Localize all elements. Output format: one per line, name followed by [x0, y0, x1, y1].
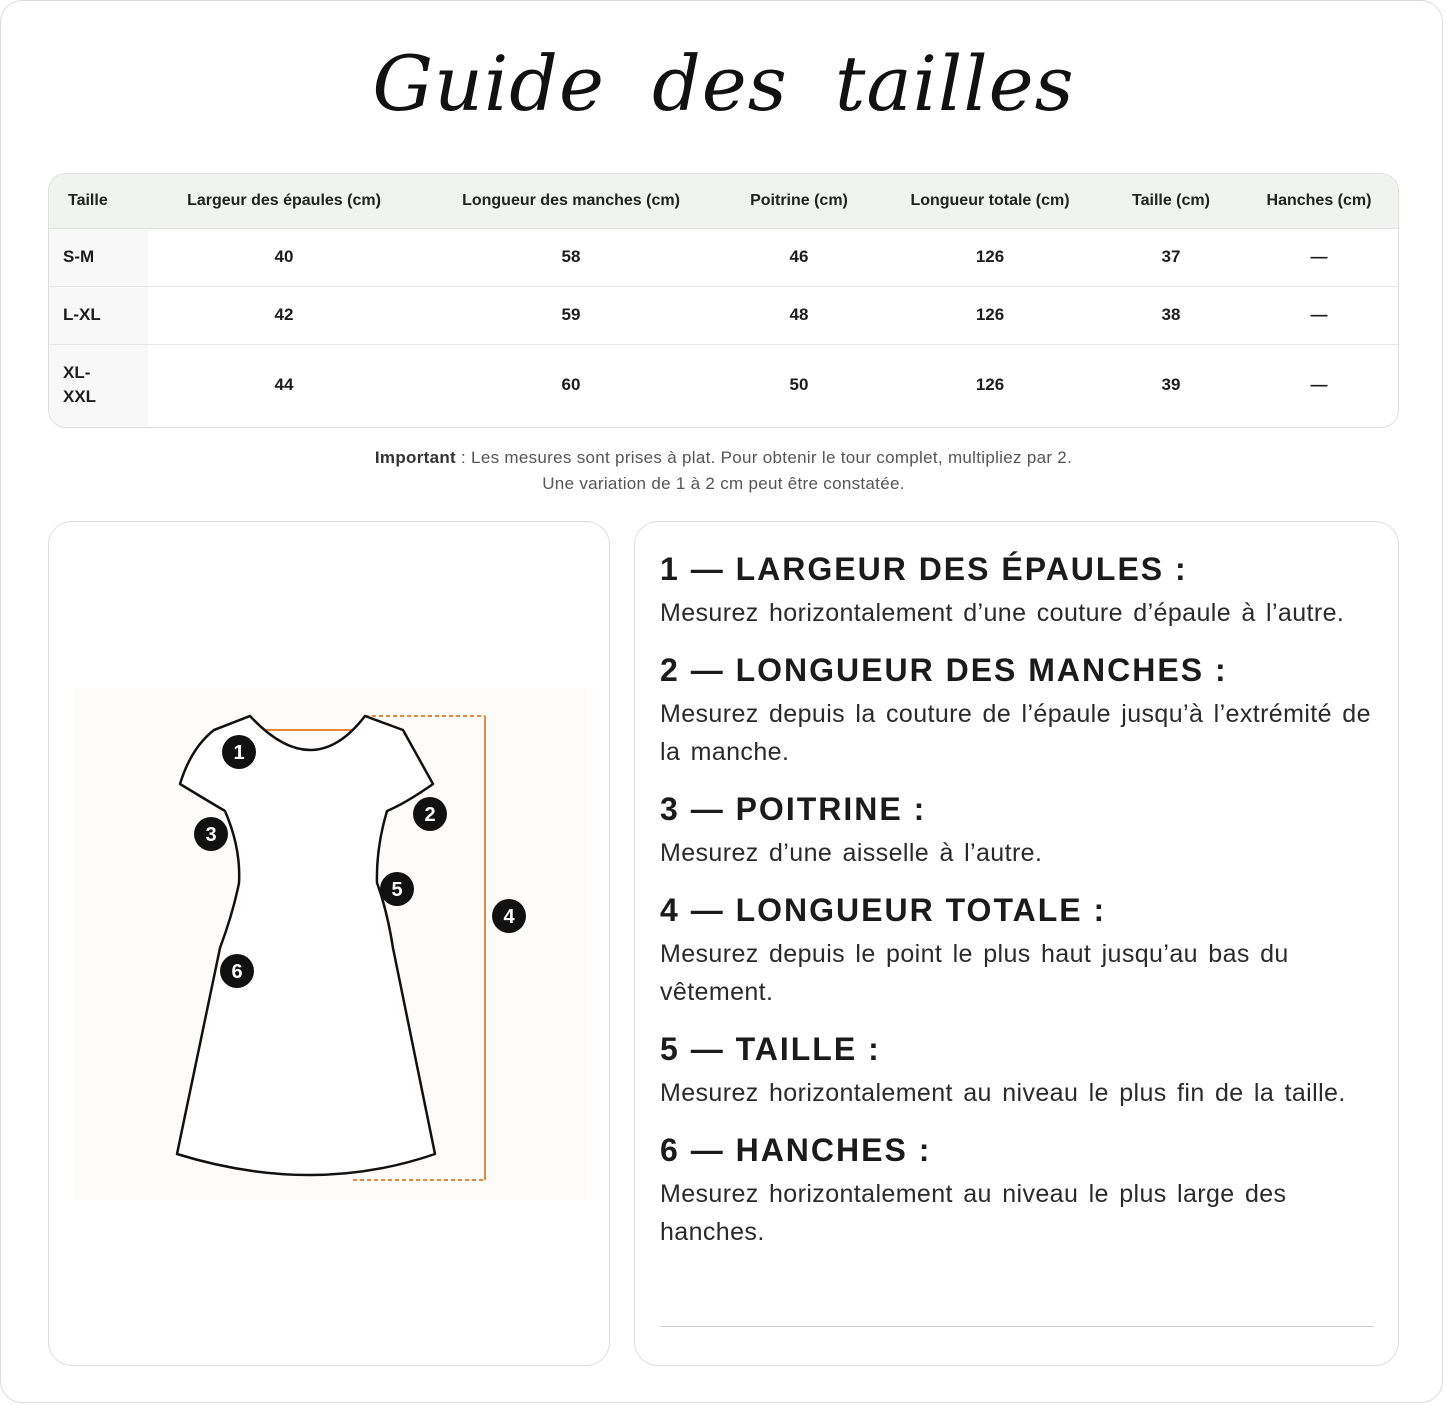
instruction-shoulder-width: [660, 548, 1375, 632]
header-size: Taille: [49, 174, 148, 228]
instruction-waist: [660, 1028, 1375, 1112]
instruction-heading: 5 — TAILLE :: [660, 1031, 881, 1067]
instruction-total-length: [660, 889, 1375, 1011]
table-cell: —: [1310, 375, 1328, 395]
header-total-length: Longueur totale (cm): [876, 174, 1104, 228]
instruction-sleeve-length: [660, 649, 1375, 771]
marker-1-label: 1: [233, 742, 245, 764]
table-cell: 37: [1104, 228, 1238, 286]
instruction-heading: 6 — HANCHES :: [660, 1132, 932, 1168]
note-text-1: : Les mesures sont prises à plat. Pour obtenir le tour complet, multipliez par 2.: [461, 448, 1073, 467]
marker-3: [194, 817, 228, 851]
header-sleeve-length: Longueur des manches (cm): [420, 174, 722, 228]
marker-5-label: 5: [391, 879, 403, 901]
header-waist: Taille (cm): [1104, 174, 1238, 228]
marker-4-label: 4: [503, 906, 515, 928]
marker-2-label: 2: [424, 804, 436, 826]
table-cell: 58: [420, 228, 722, 286]
instruction-heading: 1 — LARGEUR DES ÉPAULES :: [660, 551, 1188, 587]
header-chest: Poitrine (cm): [722, 174, 876, 228]
marker-6: [220, 954, 254, 988]
table-cell: 42: [148, 286, 420, 344]
size-table-card: [48, 173, 1399, 428]
table-cell: 59: [420, 286, 722, 344]
instruction-heading: 2 — LONGUEUR DES MANCHES :: [660, 652, 1228, 688]
instruction-chest: [660, 788, 1375, 872]
instruction-list: [660, 548, 1375, 1268]
instruction-heading: 4 — LONGUEUR TOTALE :: [660, 892, 1107, 928]
table-row: [49, 228, 1399, 286]
instruction-text: Mesurez depuis le point le plus haut jusqu’au bas du vêtement.: [660, 940, 1289, 1006]
dress-diagram: [73, 688, 587, 1200]
header-hips: Hanches (cm): [1238, 174, 1399, 228]
table-cell: —: [1238, 286, 1399, 344]
dress-diagram-card: [48, 521, 610, 1366]
table-cell: 40: [148, 228, 420, 286]
row-size-label: XL- XXL: [49, 344, 148, 426]
page-title: Guide des tailles: [372, 39, 1075, 128]
row-size-label: S-M: [49, 228, 148, 286]
table-cell: 46: [722, 228, 876, 286]
measurement-instructions-card: [634, 521, 1399, 1366]
marker-5: [380, 872, 414, 906]
table-cell: 48: [722, 286, 876, 344]
marker-1: [222, 735, 256, 769]
table-cell: 39: [1161, 375, 1181, 395]
instruction-text: Mesurez depuis la couture de l’épaule jusqu’à l’extrémité de la manche.: [660, 700, 1371, 766]
table-cell: —: [1238, 228, 1399, 286]
instruction-text: Mesurez horizontalement au niveau le plus fin de la taille.: [660, 1079, 1346, 1107]
measurement-note: [1, 445, 1445, 497]
table-row: [49, 286, 1399, 344]
size-table: [49, 174, 1399, 426]
header-shoulder-width: Largeur des épaules (cm): [148, 174, 420, 228]
table-cell: 126: [975, 375, 1005, 395]
table-cell: 44: [274, 375, 294, 395]
marker-4: [492, 899, 526, 933]
instruction-text: Mesurez horizontalement au niveau le plus large des hanches.: [660, 1180, 1287, 1246]
bottom-divider: [660, 1326, 1374, 1327]
instruction-hips: [660, 1129, 1375, 1251]
note-line-1: [1, 445, 1445, 471]
table-header-row: [49, 174, 1399, 228]
table-cell: 126: [876, 286, 1104, 344]
instruction-text: Mesurez d’une aisselle à l’autre.: [660, 839, 1043, 867]
table-cell: 126: [876, 228, 1104, 286]
marker-2: [413, 797, 447, 831]
table-row: [49, 344, 1399, 426]
marker-6-label: 6: [231, 961, 243, 983]
row-size-label: L-XL: [49, 286, 148, 344]
marker-3-label: 3: [205, 824, 217, 846]
instruction-text: Mesurez horizontalement d’une couture d’épaule à l’autre.: [660, 599, 1345, 627]
note-text-2: Une variation de 1 à 2 cm peut être constatée.: [542, 474, 905, 493]
table-cell: 50: [789, 375, 809, 395]
note-label: Important: [374, 448, 456, 467]
instruction-heading: 3 — POITRINE :: [660, 791, 927, 827]
table-cell: 60: [561, 375, 581, 395]
table-cell: 38: [1104, 286, 1238, 344]
